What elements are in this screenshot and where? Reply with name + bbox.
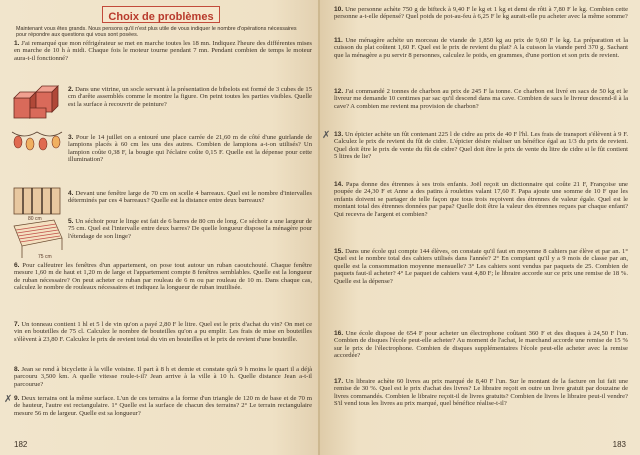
problem-15: 15. Dans une école qui compte 144 élèves, on constate qu'il faut en moyenne 8 cahiers par élève et par an. 1° Quel est le nombre total des cahiers utilisés dans l'année? 2° En comptant qu'il y a 9 mois de classe par an, quelle est la consommation moyenne mensuelle? 3° Les cahiers sont vendus par paquets de 25. Combien de paquets faut-il acheter? 4° Le paquet de cahiers vaut 4,80 F; le libraire accorde sur ce prix une remise de 18 %. Quelle est la dépense? [334, 248, 628, 285]
problem-3: 3. Pour le 14 juillet on a entouré une place carrée de 21,60 m de côté d'une guirlande de lampions placés à 60 cm les uns des autres. Combien de lampions a-t-on utilisés? Un lampion coûte 0,38 F, la bougie qui l'éclaire coûte 0,15 F. Quelle est la dépense pour cette illumination? [68, 134, 313, 164]
page-number-right: 183 [612, 440, 626, 449]
problem-13: 13. Un épicier achète un fût contenant 225 l de cidre au prix de 40 F l'hl. Les frais de transport s'élèvent à 9 F. Calculez le prix de revient du fût de cidre. L'épicier désire réaliser un bénéfice égal au 1/3 du prix de revient. Quel doit être le prix de vente du fût de cidre? Quel doit être le prix de vente du litre de cidre si le fût contient 5 litres de lie? [334, 131, 628, 161]
problem-11: 11. Une ménagère achète un morceau de viande de 1,850 kg au prix de 9,60 F le kg. La préparation et la cuisson du plat coûtent 1,60 F. Quel est le prix de revient du plat? A la cuisson la viande perd 370 g. Sachant que la ménagère a pu servir 8 personnes, calculez le poids, en grammes, d'une portion et son prix de revient. [334, 37, 628, 59]
intro-text: Maintenant vous êtes grands. Nous pensons qu'il n'est plus utile de vous indiquer le nombre d'opérations nécessaires pour répondre aux questions qui vous sont posées. [16, 26, 297, 39]
problem-7: 7. Un tonneau contient 1 hl et 5 l de vin qu'on a payé 2,80 F le litre. Quel est le prix d'achat du vin? On met ce vin en bouteilles de 75 cl. Calculez le nombre de bouteilles qu'on a pu emplir. Les frais de mise en bouteilles s'élèvent à 23,80 F. Calculez le prix de revient total du vin en bouteilles et le prix de revient d'une bouteille. [14, 321, 312, 343]
problem-2: 2. Dans une vitrine, un socle servant à la présentation de bibelots est formé de 3 cubes de 15 cm d'arête assemblés comme le montre la figure. On peint toutes les parties visibles. Quelle est la surface à recouvrir de peinture? [68, 86, 312, 108]
problem-4: 4. Devant une fenêtre large de 70 cm on scelle 4 barreaux. Quel est le nombre d'intervalles déterminés par ces 4 barreaux? Quelle est la distance entre deux barreaux? [68, 190, 312, 205]
problem-1: 1. J'ai remarqué que mon réfrigérateur se met en marche toutes les 18 mn. Indiquez l'heure des différentes mises en marche de 10 h à midi. Chaque fois le moteur tourne pendant 7 mn. Pendant combien de temps le moteur aura-t-il fonctionné? [14, 40, 312, 62]
problem-14: 14. Papa donne des étrennes à ses trois enfants. Joël reçoit un dictionnaire qui coûte 21 F, Françoise une poupée de 24,30 F et Anne a des patins à roulettes valant 17,60 F. Papa ajoute une somme de 10 F que les enfants doivent se partager de telle façon que tous trois reçoivent des étrennes de valeur égale. Quel est le montant total des étrennes données par papa? Quelle doit être la valeur des étrennes reçues par chaque enfant? Qui recevra de l'argent et combien? [334, 181, 628, 218]
page-number-left: 182 [14, 440, 28, 449]
right-page [320, 0, 640, 455]
problem-6: 6. Pour calfeutrer les fenêtres d'un appartement, on pose tout autour un ruban caoutchouté. Chaque fenêtre mesure 1,60 m de haut et 1,20 m de large et l'appartement compte 8 fenêtres semblables. Quelle est la longueur de ruban nécessaire? On peut acheter ce ruban par rouleau de 6 m ou par rouleau de 10 m. Dans chaque cas, calculez le nombre de rouleaux nécessaires et indiquez la longueur de ruban inutilisée. [14, 262, 312, 292]
lanterns-figure [10, 126, 64, 160]
drying-rack-figure [8, 216, 66, 262]
rack-label-80: 80 cm [28, 216, 42, 222]
problem-17: 17. Un libraire achète 60 livres au prix marqué de 8,40 F l'un. Sur le montant de la facture on lui fait une remise de 30 %. Quel est le prix d'achat des livres? Le libraire reçoit en outre un livre gratuit par douzaine de livres commandés. Combien le libraire reçoit-il de livres gratuits? Combien de livres le libraire peut-il vendre? S'il vend tous les livres au prix marqué, quel bénéfice réalise-t-il? [334, 378, 628, 408]
problem-10: 10. Une personne achète 750 g de bifteck à 9,40 F le kg et 1 kg et demi de rôti à 7,80 F le kg. Combien cette personne a-t-elle dépensé? Quel poids de pot-au-feu à 6,25 F le kg aurait-elle pu acheter avec la même somme? [334, 6, 628, 21]
problem-9: 9. Deux terrains ont la même surface. L'un de ces terrains a la forme d'un triangle de 120 m de base et de 70 m de hauteur, l'autre est rectangulaire. 1° Quelle est la surface de chacun des terrains? 2° Le terrain rectangulaire mesure 56 m de largeur. Quelle est sa longueur? [14, 395, 312, 417]
problem-12: 12. J'ai commandé 2 tonnes de charbon au prix de 245 F la tonne. Ce charbon est livré en sacs de 50 kg et le livreur me demande 10 centimes par sac qu'il descend dans ma cave. Combien de sacs le livreur descend-il à la cave? A combien me revient ma provision de charbon? [334, 88, 628, 110]
cubes-figure [10, 84, 64, 122]
problem-5: 5. Un séchoir pour le linge est fait de 6 barres de 80 cm de long. Ce séchoir a une largeur de 75 cm. Quel est l'intervalle entre deux barres? De quelle longueur dispose la ménagère pour l'étendage de son linge? [68, 218, 312, 240]
rack-label-75: 75 cm [38, 254, 52, 260]
problem-16: 16. Une école dispose de 654 F pour acheter un électrophone coûtant 360 F et des disques à 24,50 F l'un. Combien de disques l'école peut-elle acheter? Au moment de l'achat, le marchand accorde une remise de 15 % sur le prix de l'électrophone. Combien de disques supplémentaires l'école peut-elle acheter avec la remise accordée? [334, 330, 628, 360]
problem-8: 8. Jean se rend à bicyclette à la ville voisine. Il part à 8 h et demie et constate qu'à 9 h moins le quart il a déjà parcouru 3,500 km. A quelle vitesse roule-t-il? Jean arrive à la ville à 10 h. Quelle distance Jean a-t-il parcourue? [14, 366, 312, 388]
section-title: Choix de problèmes [108, 11, 214, 23]
pencil-mark-icon: ✗ [322, 130, 331, 141]
pencil-check-mark-icon: ✗ [4, 394, 13, 405]
section-title-box [102, 6, 220, 23]
window-bars-figure [12, 186, 62, 216]
